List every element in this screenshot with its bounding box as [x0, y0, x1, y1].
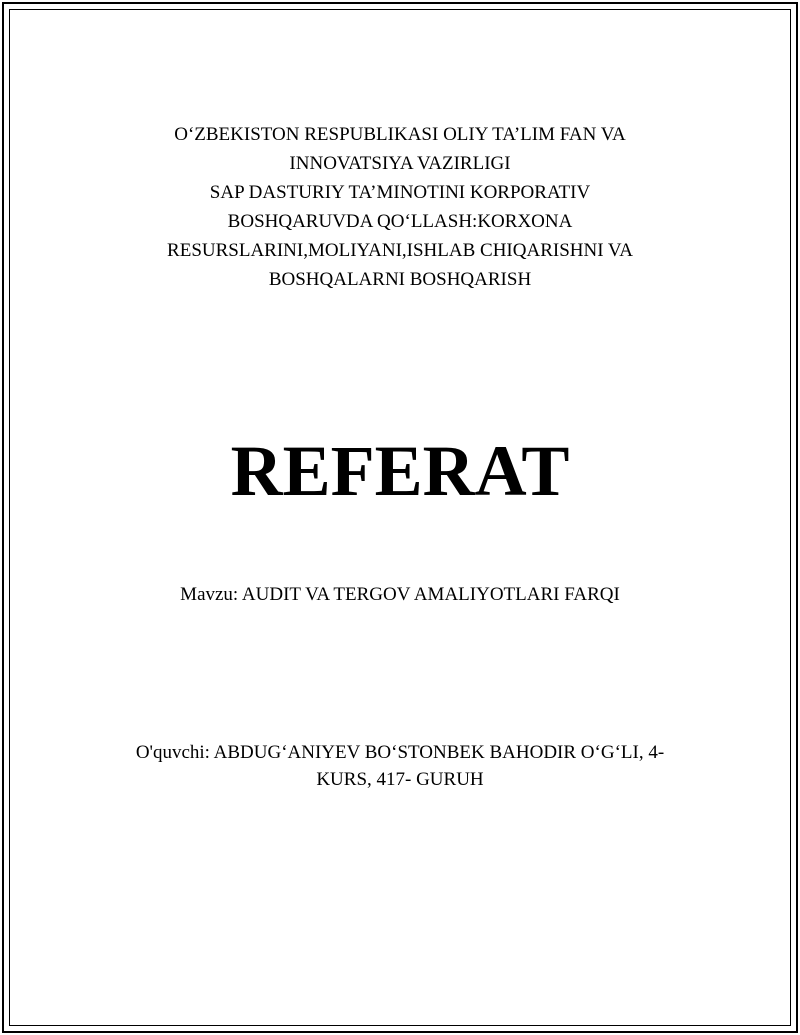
course-title-line: BOSHQALARNI BOSHQARISH	[268, 269, 532, 290]
document-title: REFERAT	[230, 431, 570, 511]
ministry-heading-line: O‘ZBEKISTON RESPUBLIKASI OLIY TA’LIM FAN VA	[174, 124, 626, 145]
student-info-line: KURS, 417- GURUH	[316, 769, 484, 790]
topic-line: Mavzu: AUDIT VA TERGOV AMALIYOTLARI FARQI	[180, 584, 620, 605]
course-title-line: RESURSLARINI,MOLIYANI,ISHLAB CHIQARISHNI VA	[167, 240, 633, 261]
course-title-line: BOSHQARUVDA QO‘LLASH:KORXONA	[227, 211, 573, 232]
student-info-line: O'quvchi: ABDUG‘ANIYEV BO‘STONBEK BAHODIR O‘G‘LI, 4-	[135, 742, 665, 763]
course-title-line: SAP DASTURIY TA’MINOTINI KORPORATIV	[209, 182, 591, 203]
ministry-heading-line: INNOVATSIYA VAZIRLIGI	[289, 153, 511, 174]
ministry-heading	[100, 120, 700, 294]
student-info	[100, 739, 700, 793]
